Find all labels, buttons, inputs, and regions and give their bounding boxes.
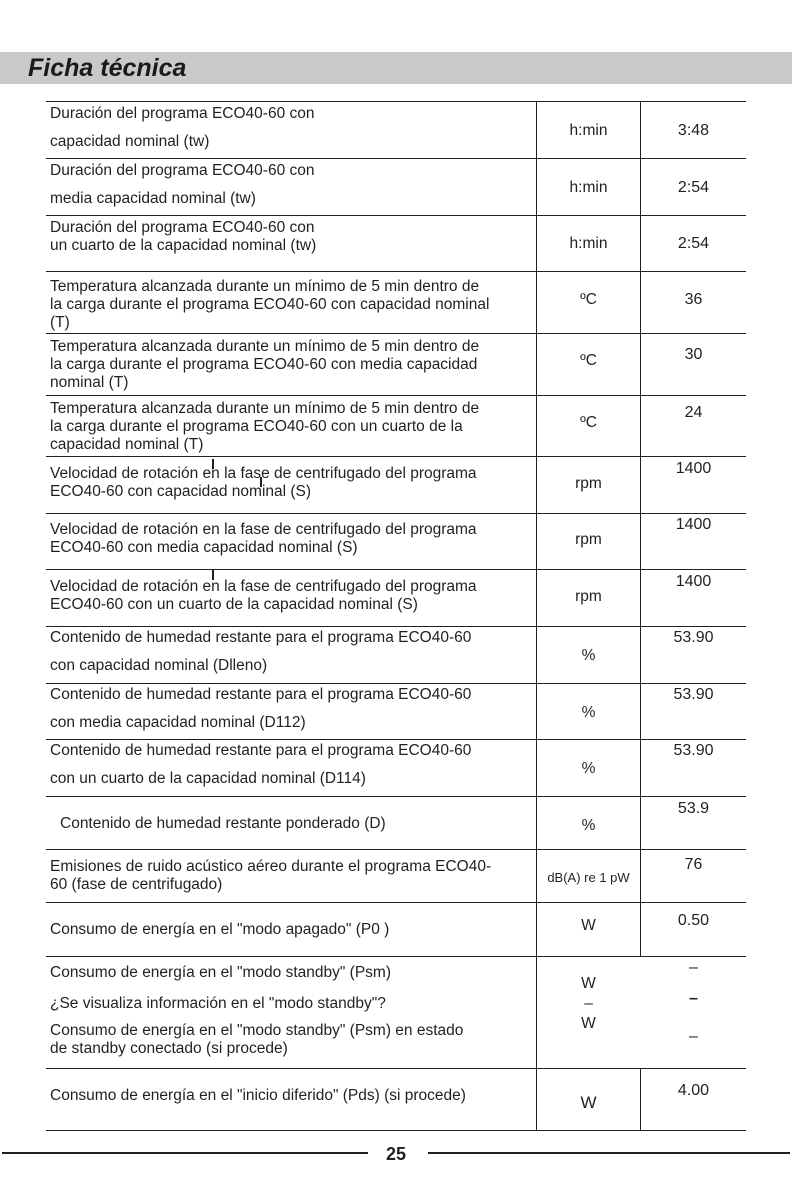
table-row [46, 456, 746, 513]
row-description: Contenido de humedad restante ponderado (D) [60, 815, 386, 832]
row-value: 1400 [675, 516, 712, 533]
page-title: Ficha técnica [28, 54, 187, 82]
row-description: Consumo de energía en el "modo standby" (Psm) ¿Se visualiza información en el "modo standby"? Consumo de energía en el "modo standby" (Psm) en estado de standby conectado (si procede) [50, 964, 464, 1057]
row-unit: W [581, 917, 596, 934]
row-description: Velocidad de rotación en la fase de centrifugado del programa ECO40-60 con un cuarto de la capacidad nominal (S) [50, 578, 477, 613]
row-value: 53.90 [673, 629, 714, 646]
row-unit: W – W [581, 975, 596, 1032]
row-unit: ºC [580, 352, 597, 369]
row-description: Contenido de humedad restante para el programa ECO40-60 con un cuarto de la capacidad nominal (D114) [50, 742, 472, 787]
table-row [46, 626, 746, 683]
row-unit: % [581, 647, 596, 664]
table-row [46, 796, 746, 849]
row-description: Temperatura alcanzada durante un mínimo de 5 min dentro de la carga durante el programa ECO40-60 con capacidad nominal (T) [50, 278, 490, 331]
row-unit: % [581, 704, 596, 721]
footer-rule-left [2, 1152, 368, 1154]
row-unit: % [581, 760, 596, 777]
row-value: 53.90 [673, 742, 714, 759]
row-unit: dB(A) re 1 pW [547, 870, 630, 885]
row-description: Contenido de humedad restante para el programa ECO40-60 con capacidad nominal (Dlleno) [50, 629, 472, 674]
row-unit: rpm [575, 475, 602, 492]
row-description: Contenido de humedad restante para el programa ECO40-60 con media capacidad nominal (D112) [50, 686, 472, 731]
footer-rule-right [428, 1152, 790, 1154]
row-value: 2:54 [677, 179, 710, 196]
row-unit: rpm [575, 531, 602, 548]
row-description: Temperatura alcanzada durante un mínimo de 5 min dentro de la carga durante el programa ECO40-60 con un cuarto de la capacidad nominal (T) [50, 400, 480, 453]
row-description: Duración del programa ECO40-60 con un cuarto de la capacidad nominal (tw) [50, 219, 317, 254]
row-unit: % [581, 817, 596, 834]
row-description: Temperatura alcanzada durante un mínimo de 5 min dentro de la carga durante el programa ECO40-60 con media capacidad nominal (T) [50, 338, 480, 391]
table-row [46, 1068, 746, 1131]
table-row [46, 902, 746, 956]
row-value: 1400 [675, 573, 712, 590]
row-value: 53.90 [673, 686, 714, 703]
table-row [46, 271, 746, 333]
row-value: 3:48 [677, 122, 710, 139]
table-row [46, 956, 746, 1068]
table-row [46, 395, 746, 456]
table-row [46, 158, 746, 215]
table-row [46, 849, 746, 902]
row-value: 30 [684, 346, 703, 363]
row-description: Duración del programa ECO40-60 con media capacidad nominal (tw) [50, 162, 315, 207]
row-value: 36 [684, 291, 703, 308]
row-unit: ºC [580, 291, 597, 308]
row-value: 1400 [675, 460, 712, 477]
table-row [46, 683, 746, 739]
row-unit: rpm [575, 588, 602, 605]
page-number: 25 [385, 1144, 407, 1164]
row-value: 2:54 [677, 235, 710, 252]
row-value: 76 [684, 856, 703, 873]
row-description: Velocidad de rotación en la fase de centrifugado del programa ECO40-60 con media capacidad nominal (S) [50, 521, 477, 556]
row-unit: h:min [569, 235, 608, 252]
row-value: 4.00 [677, 1082, 710, 1099]
table-row [46, 513, 746, 569]
section-header [0, 52, 792, 84]
table-row [46, 101, 746, 158]
row-description: Consumo de energía en el "modo apagado" (P0 ) [50, 921, 390, 938]
table-row [46, 215, 746, 271]
row-value: – – – [689, 959, 698, 1045]
table-row [46, 569, 746, 626]
table-row [46, 739, 746, 796]
row-value: 53.9 [677, 800, 710, 817]
table-row [46, 333, 746, 395]
row-description: Emisiones de ruido acústico aéreo durante el programa ECO40- 60 (fase de centrifugado) [50, 858, 492, 893]
row-unit: W [580, 1093, 597, 1112]
row-value: 24 [684, 404, 703, 421]
row-value: 0.50 [677, 912, 710, 929]
row-description: Velocidad de rotación en la fase de centrifugado del programa ECO40-60 con capacidad nominal (S) [50, 465, 477, 500]
row-description: Consumo de energía en el "inicio diferido" (Pds) (si procede) [50, 1087, 466, 1104]
row-unit: h:min [569, 179, 608, 196]
row-unit: h:min [569, 122, 608, 139]
row-unit: ºC [580, 414, 597, 431]
row-description: Duración del programa ECO40-60 con capacidad nominal (tw) [50, 105, 315, 150]
